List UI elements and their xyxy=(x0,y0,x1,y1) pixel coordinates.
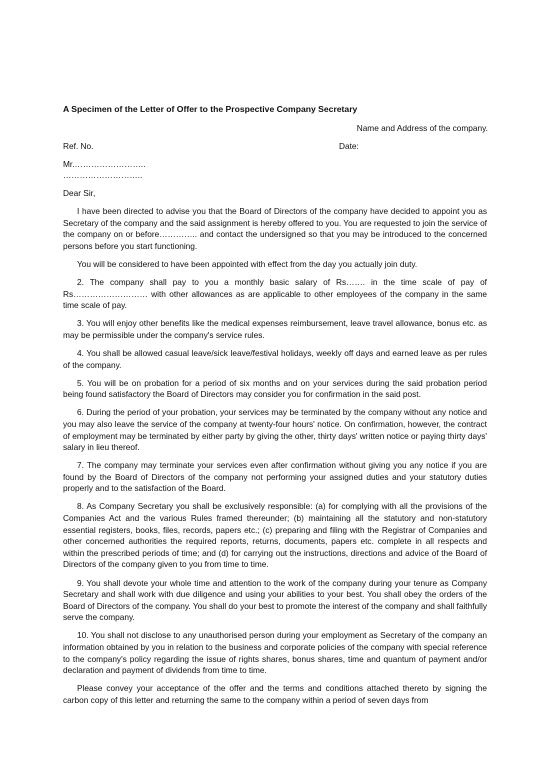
addressee-line: Mr.…………………….. xyxy=(63,159,146,169)
paragraph-4-leave: 4. You shall be allowed casual leave/sick leave/festival holidays, weekly off days and earned leave as per rules of the company. xyxy=(63,347,487,370)
paragraph-9-devotion: 9. You shall devote your whole time and attention to the work of the company during your tenure as Company Secretary and shall work with due diligence and using your abilities to your best. You shall obey the orders of the Board of Directors of the company. You shall do your best to promote the interest of the company and shall faithfully serve the company. xyxy=(63,577,487,623)
company-address: Name and Address of the company. xyxy=(356,123,488,133)
paragraph-8-responsibilities: 8. As Company Secretary you shall be exclusively responsible: (a) for complying with all the provisions of the Companies Act and the various Rules framed thereunder; (b) maintaining all the statutory and non-statutory essential registers, books, files, records, papers etc.; (c) preparing and filing with the Registrar of Companies and other concerned authorities the required reports, returns, documents, papers etc. complete in all respects and within the prescribed periods of time; and (d) for carrying out the instructions, directions and advice of the Board of Directors of the company given to you from time to time. xyxy=(63,501,487,570)
paragraph-5-probation: 5. You will be on probation for a period of six months and on your services during the said probation period being found satisfactory the Board of Directors may consider you for confirmation in the said post. xyxy=(63,377,487,400)
paragraph-7-termination-after-confirmation: 7. The company may terminate your services even after confirmation without giving you any notice if you are found by the Board of Directors of the company not performing your assigned duties and your statutory duties properly and to the satisfaction of the Board. xyxy=(63,460,487,494)
paragraph-3-benefits: 3. You will enjoy other benefits like the medical expenses reimbursement, leave travel allowance, bonus etc. as may be permissible under the company's service rules. xyxy=(63,318,487,340)
ref-number: Ref. No. xyxy=(63,141,94,151)
paragraph-6-termination: 6. During the period of your probation, your services may be terminated by the company without any notice and you may also leave the service of the company at twenty-four hours' notice. On confirmation, however, the contract of employment may be terminated by either party by giving the other, thirty days' written notice or paying thirty days' salary in lieu thereof. xyxy=(63,407,487,453)
paragraph-10-confidentiality: 10. You shall not disclose to any unauthorised person during your employment as Secretary of the company an information obtained by you in relation to the business and corporate policies of the company with special reference to the company's policy regarding the issue of rights shares, bonus shares, time and quantum of payment and/or declaration and payment of dividends from time to time. xyxy=(63,630,487,676)
paragraph-acceptance: Please convey your acceptance of the offer and the terms and conditions attached thereto by signing the carbon copy of this letter and returning the same to the company within a period of seven days from xyxy=(63,683,487,705)
paragraph-2-salary: 2. The company shall pay to you a monthly basic salary of Rs……. in the time scale of pay of Rs……………………… with other allowances as are applicable to other employees of the company in the same time scale of pay. xyxy=(63,276,487,311)
salutation: Dear Sir, xyxy=(63,188,96,198)
paragraph-joining: You will be considered to have been appointed with effect from the day you actually join duty. xyxy=(77,258,418,269)
date-label: Date: xyxy=(339,141,359,151)
letter-title: A Specimen of the Letter of Offer to the Prospective Company Secretary xyxy=(63,104,358,114)
paragraph-intro: I have been directed to advise you that the Board of Directors of the company have decided to appoint you as Secretary of the company and the said assignment is hereby offered to you. You are requested to join the service of the company on or before………….. and contact the undersigned so that you may be introduced to the concerned persons before you start functioning. xyxy=(63,206,487,251)
letter-body xyxy=(63,206,487,713)
addressee-dots: ……………………….. xyxy=(63,170,143,180)
